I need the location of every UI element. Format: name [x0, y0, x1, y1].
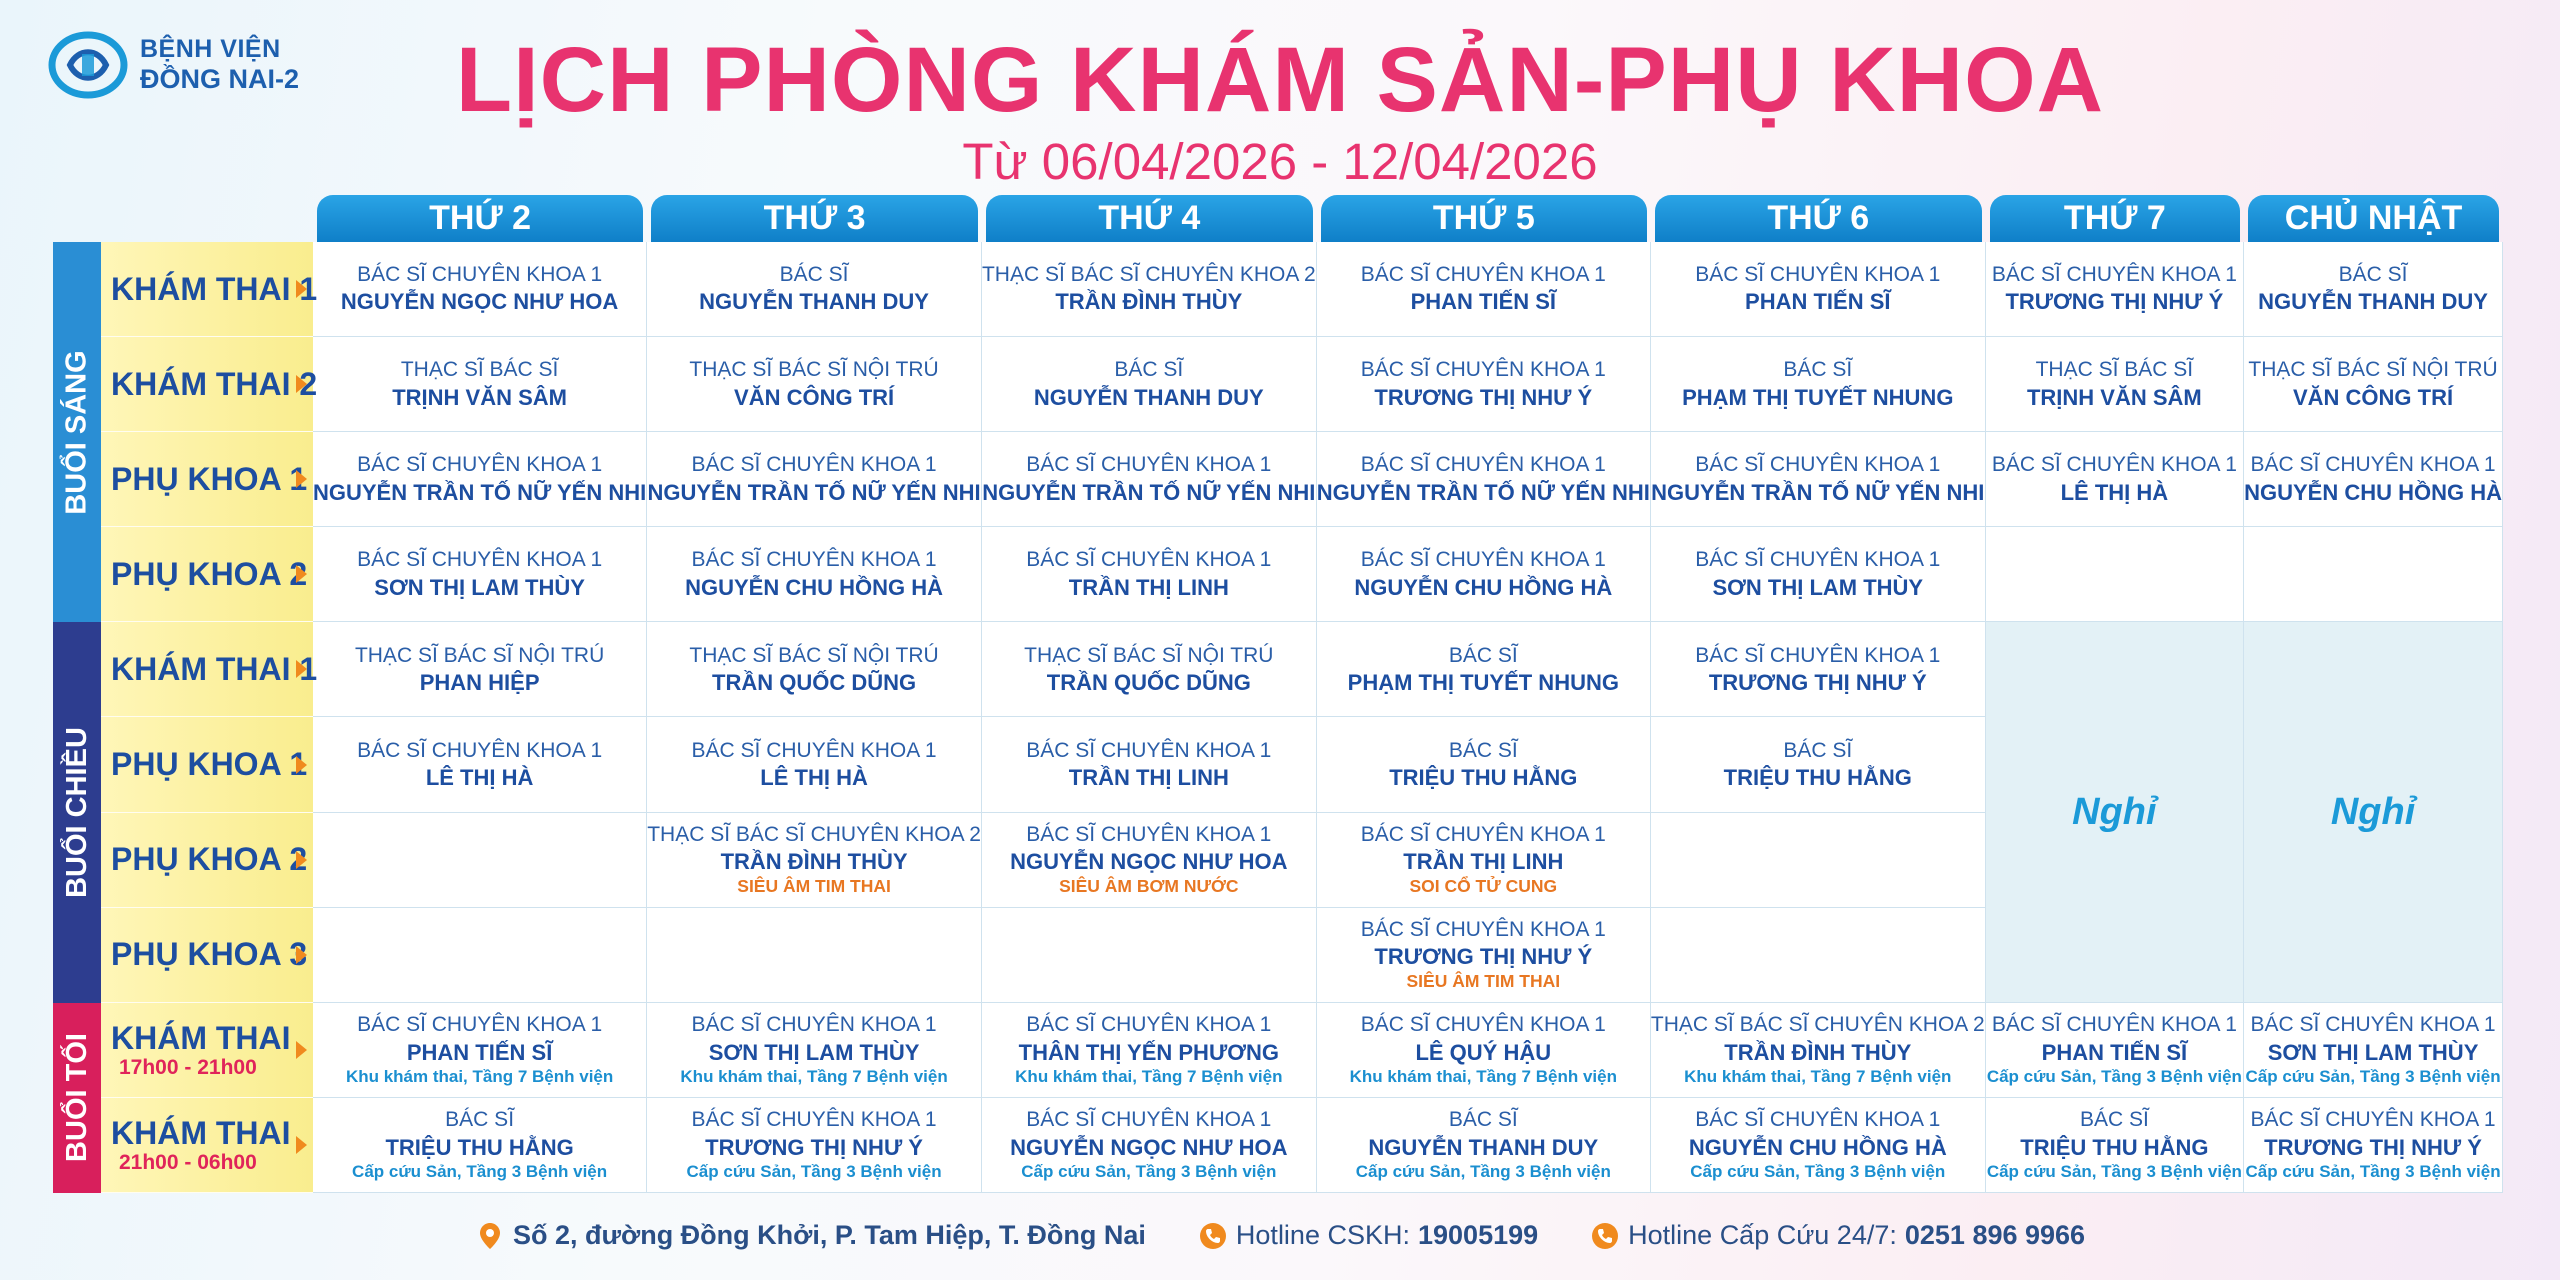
session-label-text: BUỔI SÁNG — [60, 350, 93, 515]
row-label — [101, 1003, 313, 1098]
location-note: Cấp cứu Sản, Tầng 3 Bệnh viện — [1690, 1162, 1946, 1182]
doctor-title: BÁC SĨ — [1448, 643, 1518, 667]
location-note: Cấp cứu Sản, Tầng 3 Bệnh viện — [1986, 1067, 2242, 1087]
doctor-title: BÁC SĨ CHUYÊN KHOA 1 — [1026, 453, 1272, 477]
footer-emergency — [1590, 1220, 2085, 1251]
schedule-cell — [2244, 1003, 2503, 1098]
schedule-cell — [1651, 908, 1986, 1003]
schedule-cell — [1651, 242, 1986, 337]
doctor-name: NGUYỄN TRẦN TỐ NỮ YẾN NHI — [982, 479, 1316, 505]
day-header: THỨ 2 — [317, 195, 643, 242]
doctor-title: BÁC SĨ CHUYÊN KHOA 1 — [1695, 1108, 1941, 1132]
doctor-name: NGUYỄN CHU HỒNG HÀ — [685, 574, 944, 600]
day-header: THỨ 5 — [1321, 195, 1647, 242]
schedule-cell — [1651, 717, 1986, 812]
doctor-title: BÁC SĨ CHUYÊN KHOA 1 — [1695, 643, 1941, 667]
triangle-right-icon — [296, 946, 307, 964]
row-time: 17h00 - 21h00 — [119, 1055, 257, 1079]
schedule-cell — [982, 622, 1317, 717]
row-label — [101, 527, 313, 622]
schedule-cell — [1986, 1003, 2244, 1098]
schedule-cell — [313, 527, 647, 622]
doctor-name: TRƯƠNG THỊ NHƯ Ý — [2005, 289, 2224, 315]
triangle-right-icon — [296, 280, 307, 298]
schedule-cell — [2244, 1098, 2503, 1193]
doctor-name: LÊ QUÝ HẬU — [1415, 1039, 1552, 1065]
doctor-title: BÁC SĨ — [2338, 263, 2408, 287]
doctor-name: SƠN THỊ LAM THÙY — [708, 1039, 920, 1065]
row-label-text: PHỤ KHOA 2 — [111, 841, 308, 878]
schedule-cell — [982, 337, 1317, 432]
location-note: Khu khám thai, Tầng 7 Bệnh viện — [1015, 1067, 1283, 1087]
schedule-table — [53, 195, 2503, 1193]
schedule-cell — [647, 813, 982, 908]
doctor-name: TRẦN ĐÌNH THÙY — [1724, 1039, 1912, 1065]
schedule-cell — [1317, 337, 1651, 432]
triangle-right-icon — [296, 1041, 307, 1059]
row-label-text: PHỤ KHOA 1 — [111, 746, 308, 783]
doctor-title: THẠC SĨ BÁC SĨ CHUYÊN KHOA 2 — [1650, 1013, 1985, 1037]
schedule-cell — [313, 622, 647, 717]
doctor-title: BÁC SĨ CHUYÊN KHOA 1 — [1360, 1013, 1606, 1037]
doctor-title: BÁC SĨ CHUYÊN KHOA 1 — [1991, 263, 2237, 287]
doctor-name: VĂN CÔNG TRÍ — [2292, 384, 2454, 410]
doctor-name: LÊ THỊ HÀ — [2060, 479, 2169, 505]
session-label-text: BUỔI TỐI — [60, 1033, 93, 1163]
doctor-title: BÁC SĨ CHUYÊN KHOA 1 — [1360, 263, 1606, 287]
doctor-title: BÁC SĨ CHUYÊN KHOA 1 — [357, 263, 603, 287]
doctor-title: BÁC SĨ CHUYÊN KHOA 1 — [1360, 822, 1606, 846]
doctor-name: PHAN TIẾN SĨ — [406, 1039, 553, 1065]
doctor-title: BÁC SĨ — [2079, 1108, 2149, 1132]
doctor-name: TRƯƠNG THỊ NHƯ Ý — [2264, 1134, 2482, 1160]
session-label-text: BUỔI CHIỀU — [60, 727, 93, 898]
schedule-cell — [647, 242, 982, 337]
doctor-name: TRẦN ĐÌNH THÙY — [720, 849, 908, 875]
doctor-name: NGUYỄN TRẦN TỐ NỮ YẾN NHI — [647, 479, 981, 505]
row-label — [101, 1098, 313, 1193]
doctor-title: BÁC SĨ — [1783, 738, 1853, 762]
emergency-number[interactable]: 0251 896 9966 — [1904, 1220, 2086, 1250]
schedule-cell — [1317, 813, 1651, 908]
doctor-title: THẠC SĨ BÁC SĨ — [400, 358, 559, 382]
schedule-cell — [647, 527, 982, 622]
schedule-cell — [982, 1003, 1317, 1098]
schedule-cell — [1317, 527, 1651, 622]
doctor-title: BÁC SĨ CHUYÊN KHOA 1 — [1695, 548, 1941, 572]
doctor-name: TRẦN QUỐC DŨNG — [712, 669, 917, 695]
row-label — [101, 242, 318, 337]
schedule-cell — [1317, 622, 1651, 717]
schedule-cell — [1651, 813, 1986, 908]
procedure-note: SIÊU ÂM TIM THAI — [737, 875, 891, 896]
triangle-right-icon — [296, 565, 307, 583]
session-label-night — [53, 1003, 101, 1193]
doctor-title: BÁC SĨ CHUYÊN KHOA 1 — [1695, 453, 1941, 477]
row-label-text: PHỤ KHOA 1 — [111, 460, 308, 497]
row-time: 21h00 - 06h00 — [119, 1150, 257, 1174]
schedule-cell — [1986, 1098, 2244, 1193]
schedule-cell — [313, 717, 647, 812]
schedule-cell — [1651, 622, 1986, 717]
doctor-name: TRẦN QUỐC DŨNG — [1046, 669, 1251, 695]
row-label-text: KHÁM THAI 1 — [111, 650, 318, 687]
doctor-title: THẠC SĨ BÁC SĨ NỘI TRÚ — [689, 358, 939, 382]
location-note: Cấp cứu Sản, Tầng 3 Bệnh viện — [2245, 1162, 2501, 1182]
row-label-text: KHÁM THAI — [111, 1019, 291, 1056]
schedule-cell — [982, 527, 1317, 622]
location-note: Khu khám thai, Tầng 7 Bệnh viện — [1684, 1067, 1952, 1087]
schedule-cell — [1651, 432, 1986, 527]
doctor-name: PHAN TIẾN SĨ — [2041, 1039, 2188, 1065]
row-label — [101, 813, 313, 908]
footer-hotline — [1198, 1220, 1538, 1251]
doctor-title: BÁC SĨ CHUYÊN KHOA 1 — [1360, 453, 1606, 477]
rest-day-cell: Nghỉ — [1986, 622, 2244, 1002]
row-label-text: KHÁM THAI 1 — [111, 270, 318, 307]
location-pin-icon — [475, 1221, 505, 1251]
doctor-name: NGUYỄN THANH DUY — [2258, 289, 2488, 315]
doctor-title: BÁC SĨ CHUYÊN KHOA 1 — [357, 738, 603, 762]
day-header: CHỦ NHẬT — [2248, 195, 2499, 242]
schedule-cell — [982, 1098, 1317, 1193]
schedule-cell — [982, 813, 1317, 908]
triangle-right-icon — [296, 851, 307, 869]
doctor-name: VĂN CÔNG TRÍ — [734, 384, 895, 410]
doctor-title: BÁC SĨ CHUYÊN KHOA 1 — [1026, 822, 1272, 846]
location-note: Cấp cứu Sản, Tầng 3 Bệnh viện — [686, 1162, 942, 1182]
row-label-text: KHÁM THAI — [111, 1114, 291, 1151]
doctor-name: TRƯƠNG THỊ NHƯ Ý — [1374, 944, 1593, 970]
schedule-cell — [647, 1003, 982, 1098]
doctor-name: NGUYỄN TRẦN TỐ NỮ YẾN NHI — [313, 479, 647, 505]
doctor-title: BÁC SĨ CHUYÊN KHOA 1 — [691, 1013, 937, 1037]
page-title: LỊCH PHÒNG KHÁM SẢN-PHỤ KHOA — [455, 29, 2105, 131]
doctor-title: BÁC SĨ CHUYÊN KHOA 1 — [691, 738, 937, 762]
doctor-title: BÁC SĨ CHUYÊN KHOA 1 — [1026, 1013, 1272, 1037]
row-label — [101, 908, 313, 1003]
schedule-cell — [2244, 432, 2503, 527]
doctor-name: NGUYỄN CHU HỒNG HÀ — [1688, 1134, 1947, 1160]
hotline-label: Hotline CSKH: — [1235, 1220, 1410, 1250]
schedule-cell — [313, 242, 647, 337]
row-label — [101, 337, 318, 432]
location-note: Cấp cứu Sản, Tầng 3 Bệnh viện — [1355, 1162, 1611, 1182]
doctor-title: BÁC SĨ CHUYÊN KHOA 1 — [357, 453, 603, 477]
schedule-cell — [1986, 337, 2244, 432]
doctor-name: PHAN HIỆP — [419, 669, 540, 695]
schedule-cell — [2244, 527, 2503, 622]
doctor-name: NGUYỄN THANH DUY — [699, 289, 929, 315]
day-header: THỨ 4 — [986, 195, 1313, 242]
table-corner — [53, 195, 313, 242]
location-note: Cấp cứu Sản, Tầng 3 Bệnh viện — [352, 1162, 608, 1182]
doctor-name: NGUYỄN NGỌC NHƯ HOA — [1010, 1134, 1288, 1160]
doctor-name: TRIỆU THU HẰNG — [1389, 764, 1578, 790]
footer — [0, 1220, 2560, 1251]
doctor-title: THẠC SĨ BÁC SĨ CHUYÊN KHOA 2 — [647, 822, 981, 846]
row-label — [101, 622, 318, 717]
doctor-title: BÁC SĨ CHUYÊN KHOA 1 — [1991, 1013, 2237, 1037]
location-note: Cấp cứu Sản, Tầng 3 Bệnh viện — [1986, 1162, 2242, 1182]
doctor-name: LÊ THỊ HÀ — [425, 764, 534, 790]
footer-address — [475, 1220, 1146, 1251]
doctor-name: NGUYỄN TRẦN TỐ NỮ YẾN NHI — [1316, 479, 1650, 505]
schedule-cell — [982, 432, 1317, 527]
doctor-name: LÊ THỊ HÀ — [760, 764, 868, 790]
hotline-number[interactable]: 19005199 — [1418, 1220, 1539, 1250]
triangle-right-icon — [296, 1136, 307, 1154]
doctor-name: NGUYỄN TRẦN TỐ NỮ YẾN NHI — [1651, 479, 1985, 505]
day-header: THỨ 6 — [1655, 195, 1982, 242]
schedule-cell — [647, 908, 982, 1003]
doctor-name: TRƯƠNG THỊ NHƯ Ý — [1374, 384, 1593, 410]
schedule-cell — [647, 717, 982, 812]
day-header: THỨ 7 — [1990, 195, 2240, 242]
doctor-name: TRẦN THỊ LINH — [1068, 764, 1229, 790]
schedule-cell — [313, 337, 647, 432]
schedule-cell — [1317, 1003, 1651, 1098]
session-label-afternoon — [53, 622, 101, 1002]
doctor-title: BÁC SĨ CHUYÊN KHOA 1 — [691, 548, 937, 572]
doctor-title: THẠC SĨ BÁC SĨ CHUYÊN KHOA 2 — [981, 263, 1316, 287]
doctor-title: BÁC SĨ — [1783, 358, 1853, 382]
doctor-name: TRẦN THỊ LINH — [1403, 849, 1564, 875]
doctor-title: BÁC SĨ — [779, 263, 849, 287]
schedule-cell — [1986, 432, 2244, 527]
row-label-text: PHỤ KHOA 3 — [111, 936, 308, 973]
doctor-title: BÁC SĨ CHUYÊN KHOA 1 — [357, 548, 603, 572]
doctor-title: BÁC SĨ — [445, 1108, 515, 1132]
doctor-title: BÁC SĨ — [1448, 738, 1518, 762]
hospital-logo — [48, 30, 299, 100]
schedule-cell — [1986, 242, 2244, 337]
logo-line-2: ĐỒNG NAI-2 — [140, 64, 300, 94]
doctor-name: TRỊNH VĂN SÂM — [392, 384, 567, 410]
hospital-logo-icon — [48, 30, 132, 100]
schedule-cell — [1317, 432, 1651, 527]
row-label — [101, 432, 313, 527]
date-range: Từ 06/04/2026 - 12/04/2026 — [962, 133, 1598, 190]
doctor-name: TRIỆU THU HẰNG — [2020, 1134, 2209, 1160]
triangle-right-icon — [296, 660, 307, 678]
doctor-name: NGUYỄN THANH DUY — [1368, 1134, 1599, 1160]
doctor-title: BÁC SĨ CHUYÊN KHOA 1 — [1695, 263, 1941, 287]
doctor-name: TRẦN THỊ LINH — [1068, 574, 1229, 600]
doctor-title: BÁC SĨ CHUYÊN KHOA 1 — [2250, 1013, 2496, 1037]
schedule-cell — [2244, 337, 2503, 432]
row-label — [101, 717, 313, 812]
doctor-title: BÁC SĨ CHUYÊN KHOA 1 — [357, 1013, 603, 1037]
location-note: Cấp cứu Sản, Tầng 3 Bệnh viện — [2245, 1067, 2501, 1087]
doctor-title: BÁC SĨ — [1114, 358, 1184, 382]
doctor-name: PHẠM THỊ TUYẾT NHUNG — [1347, 669, 1619, 695]
doctor-name: TRƯƠNG THỊ NHƯ Ý — [705, 1134, 923, 1160]
schedule-cell — [1317, 242, 1651, 337]
triangle-right-icon — [296, 375, 307, 393]
schedule-cell — [1986, 527, 2244, 622]
day-header: THỨ 3 — [651, 195, 978, 242]
doctor-name: TRIỆU THU HẰNG — [1723, 764, 1912, 790]
procedure-note: SIÊU ÂM TIM THAI — [1406, 970, 1561, 991]
schedule-cell — [313, 813, 647, 908]
doctor-name: NGUYỄN NGỌC NHƯ HOA — [1010, 849, 1288, 875]
doctor-name: TRỊNH VĂN SÂM — [2026, 384, 2202, 410]
doctor-title: THẠC SĨ BÁC SĨ NỘI TRÚ — [689, 643, 939, 667]
schedule-cell — [1651, 1003, 1986, 1098]
schedule-cell — [2244, 242, 2503, 337]
schedule-cell — [1317, 908, 1651, 1003]
location-note: Khu khám thai, Tầng 7 Bệnh viện — [1349, 1067, 1617, 1087]
doctor-title: BÁC SĨ CHUYÊN KHOA 1 — [1360, 548, 1606, 572]
session-label-morning — [53, 242, 101, 622]
schedule-cell — [647, 432, 982, 527]
doctor-name: NGUYỄN NGỌC NHƯ HOA — [340, 289, 619, 315]
doctor-title: BÁC SĨ CHUYÊN KHOA 1 — [1360, 917, 1606, 941]
doctor-name: NGUYỄN CHU HỒNG HÀ — [2244, 479, 2502, 505]
doctor-title: THẠC SĨ BÁC SĨ — [2035, 358, 2194, 382]
doctor-title: THẠC SĨ BÁC SĨ NỘI TRÚ — [1024, 643, 1274, 667]
doctor-name: THÂN THỊ YẾN PHƯƠNG — [1018, 1039, 1279, 1065]
doctor-name: SƠN THỊ LAM THÙY — [2267, 1039, 2479, 1065]
doctor-title: THẠC SĨ BÁC SĨ NỘI TRÚ — [2248, 358, 2498, 382]
phone-icon — [1198, 1221, 1228, 1251]
address-text: Số 2, đường Đồng Khởi, P. Tam Hiệp, T. Đồng Nai — [512, 1220, 1146, 1250]
row-label-text: PHỤ KHOA 2 — [111, 555, 308, 592]
schedule-cell — [1651, 337, 1986, 432]
doctor-title: BÁC SĨ CHUYÊN KHOA 1 — [1026, 1108, 1272, 1132]
emergency-label: Hotline Cấp Cứu 24/7: — [1628, 1220, 1897, 1250]
doctor-title: BÁC SĨ CHUYÊN KHOA 1 — [2250, 1108, 2496, 1132]
row-label-text: KHÁM THAI 2 — [111, 365, 318, 402]
doctor-name: NGUYỄN THANH DUY — [1033, 384, 1264, 410]
schedule-cell — [1651, 527, 1986, 622]
procedure-note: SIÊU ÂM BƠM NƯỚC — [1059, 875, 1239, 896]
rest-day-cell: Nghỉ — [2244, 622, 2503, 1002]
triangle-right-icon — [296, 756, 307, 774]
location-note: Cấp cứu Sản, Tầng 3 Bệnh viện — [1021, 1162, 1277, 1182]
location-note: Khu khám thai, Tầng 7 Bệnh viện — [345, 1067, 614, 1087]
procedure-note: SOI CỔ TỬ CUNG — [1409, 875, 1558, 896]
doctor-title: BÁC SĨ CHUYÊN KHOA 1 — [691, 1108, 937, 1132]
location-note: Khu khám thai, Tầng 7 Bệnh viện — [680, 1067, 948, 1087]
emergency-phone-icon — [1590, 1221, 1620, 1251]
doctor-name: NGUYỄN CHU HỒNG HÀ — [1354, 574, 1613, 600]
doctor-title: BÁC SĨ — [1448, 1108, 1518, 1132]
doctor-title: BÁC SĨ CHUYÊN KHOA 1 — [2250, 453, 2496, 477]
doctor-name: PHAN TIẾN SĨ — [1410, 289, 1557, 315]
doctor-title: BÁC SĨ CHUYÊN KHOA 1 — [691, 453, 937, 477]
doctor-title: BÁC SĨ CHUYÊN KHOA 1 — [1026, 548, 1272, 572]
schedule-cell — [313, 1003, 647, 1098]
doctor-title: BÁC SĨ CHUYÊN KHOA 1 — [1360, 358, 1606, 382]
schedule-cell — [313, 908, 647, 1003]
doctor-name: PHAN TIẾN SĨ — [1745, 289, 1891, 315]
schedule-cell — [313, 1098, 647, 1193]
triangle-right-icon — [296, 470, 307, 488]
schedule-cell — [982, 717, 1317, 812]
doctor-name: SƠN THỊ LAM THÙY — [1712, 574, 1924, 600]
schedule-cell — [313, 432, 647, 527]
schedule-cell — [647, 337, 982, 432]
doctor-title: THẠC SĨ BÁC SĨ NỘI TRÚ — [354, 643, 605, 667]
doctor-name: SƠN THỊ LAM THÙY — [374, 574, 585, 600]
doctor-name: TRƯƠNG THỊ NHƯ Ý — [1708, 669, 1927, 695]
logo-line-1: BỆNH VIỆN — [140, 35, 281, 63]
schedule-cell — [1651, 1098, 1986, 1193]
doctor-title: BÁC SĨ CHUYÊN KHOA 1 — [1026, 738, 1272, 762]
doctor-name: PHẠM THỊ TUYẾT NHUNG — [1682, 384, 1954, 410]
schedule-cell — [982, 242, 1317, 337]
doctor-name: TRIỆU THU HẰNG — [385, 1134, 574, 1160]
schedule-cell — [1317, 717, 1651, 812]
doctor-name: TRẦN ĐÌNH THÙY — [1055, 289, 1243, 315]
schedule-cell — [647, 622, 982, 717]
schedule-cell — [1317, 1098, 1651, 1193]
schedule-cell — [982, 908, 1317, 1003]
schedule-cell — [647, 1098, 982, 1193]
doctor-title: BÁC SĨ CHUYÊN KHOA 1 — [1991, 453, 2237, 477]
